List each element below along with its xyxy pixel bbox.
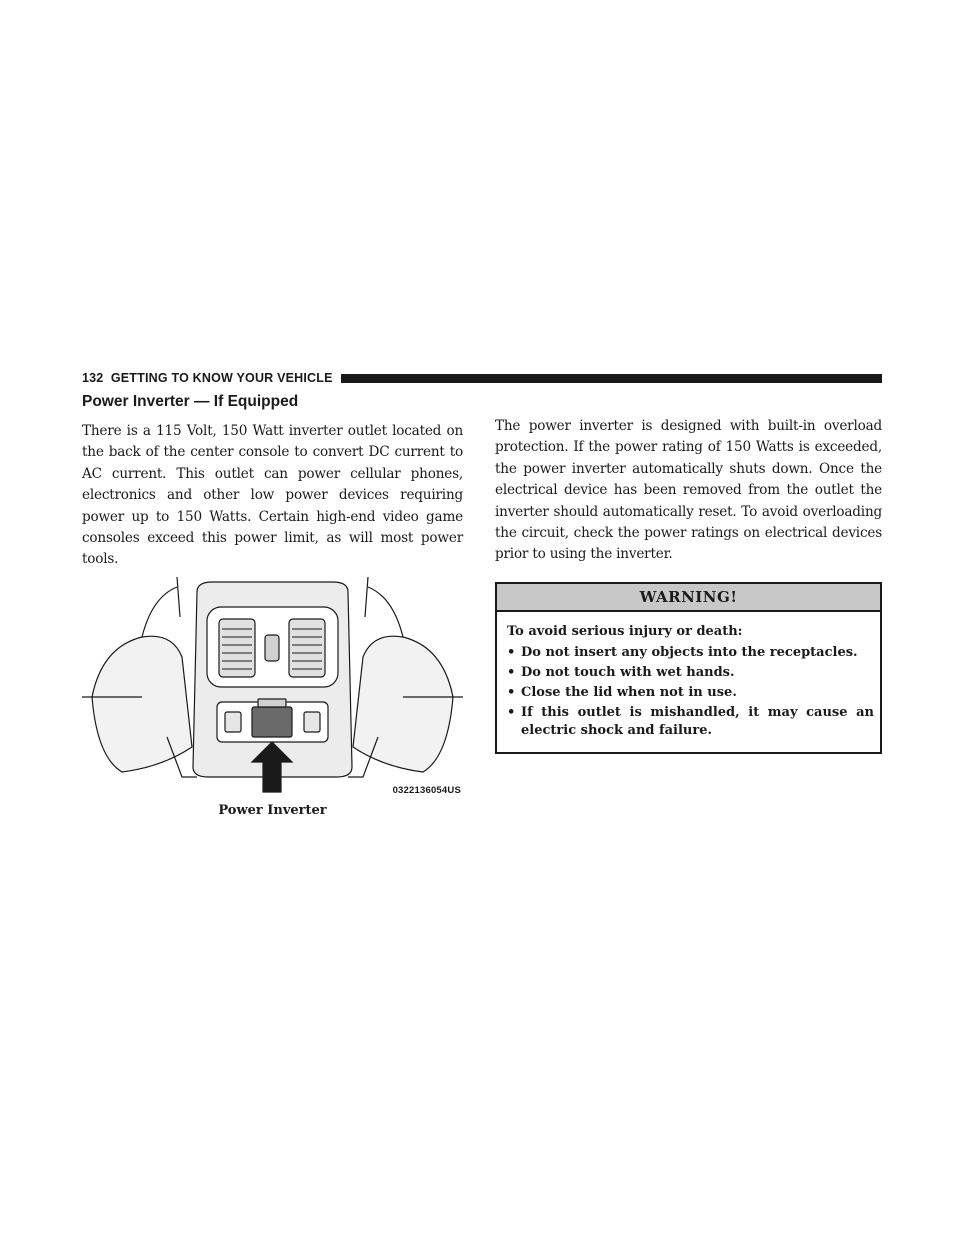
warning-intro: To avoid serious injury or death: xyxy=(507,623,743,639)
figure-code: 0322136054US xyxy=(392,784,461,796)
warning-item: • Do not insert any objects into the receptacles. xyxy=(507,644,874,662)
warning-item: • Close the lid when not in use. xyxy=(507,684,874,702)
warning-title: WARNING! xyxy=(497,584,880,612)
power-inverter-figure xyxy=(82,577,463,795)
section-title: Power Inverter — If Equipped xyxy=(82,393,299,410)
page-number: 132 xyxy=(82,371,104,385)
console-illustration xyxy=(82,577,463,795)
section-name: GETTING TO KNOW YOUR VEHICLE xyxy=(110,371,333,385)
left-column xyxy=(82,393,463,818)
figure-caption: Power Inverter xyxy=(218,802,327,818)
overload-paragraph: The power inverter is designed with built-in overload protection. If the power rating of 150 Watts is exceeded, the power inverter automatically shuts down. Once the electrical device has been removed from the outlet the inverter should automatically reset. To avoid overloading the circuit, check the power ratings on electrical devices prior to using the inverter. xyxy=(495,418,882,563)
warning-list xyxy=(507,644,874,740)
intro-paragraph: There is a 115 Volt, 150 Watt inverter outlet located on the back of the center console to convert DC current to AC current. This outlet can power cellular phones, electronics and other low power devices requiring power up to 150 Watts. Certain high-end video game consoles exceed this power limit, as will most power tools. xyxy=(82,423,463,568)
header-rule xyxy=(341,374,882,383)
header-label xyxy=(82,371,341,385)
warning-item: • If this outlet is mishandled, it may cause an electric shock and failure. xyxy=(507,704,874,740)
page-header xyxy=(82,371,882,385)
warning-box xyxy=(495,582,882,754)
warning-body xyxy=(497,612,880,752)
warning-item: • Do not touch with wet hands. xyxy=(507,664,874,682)
right-column xyxy=(495,416,882,754)
